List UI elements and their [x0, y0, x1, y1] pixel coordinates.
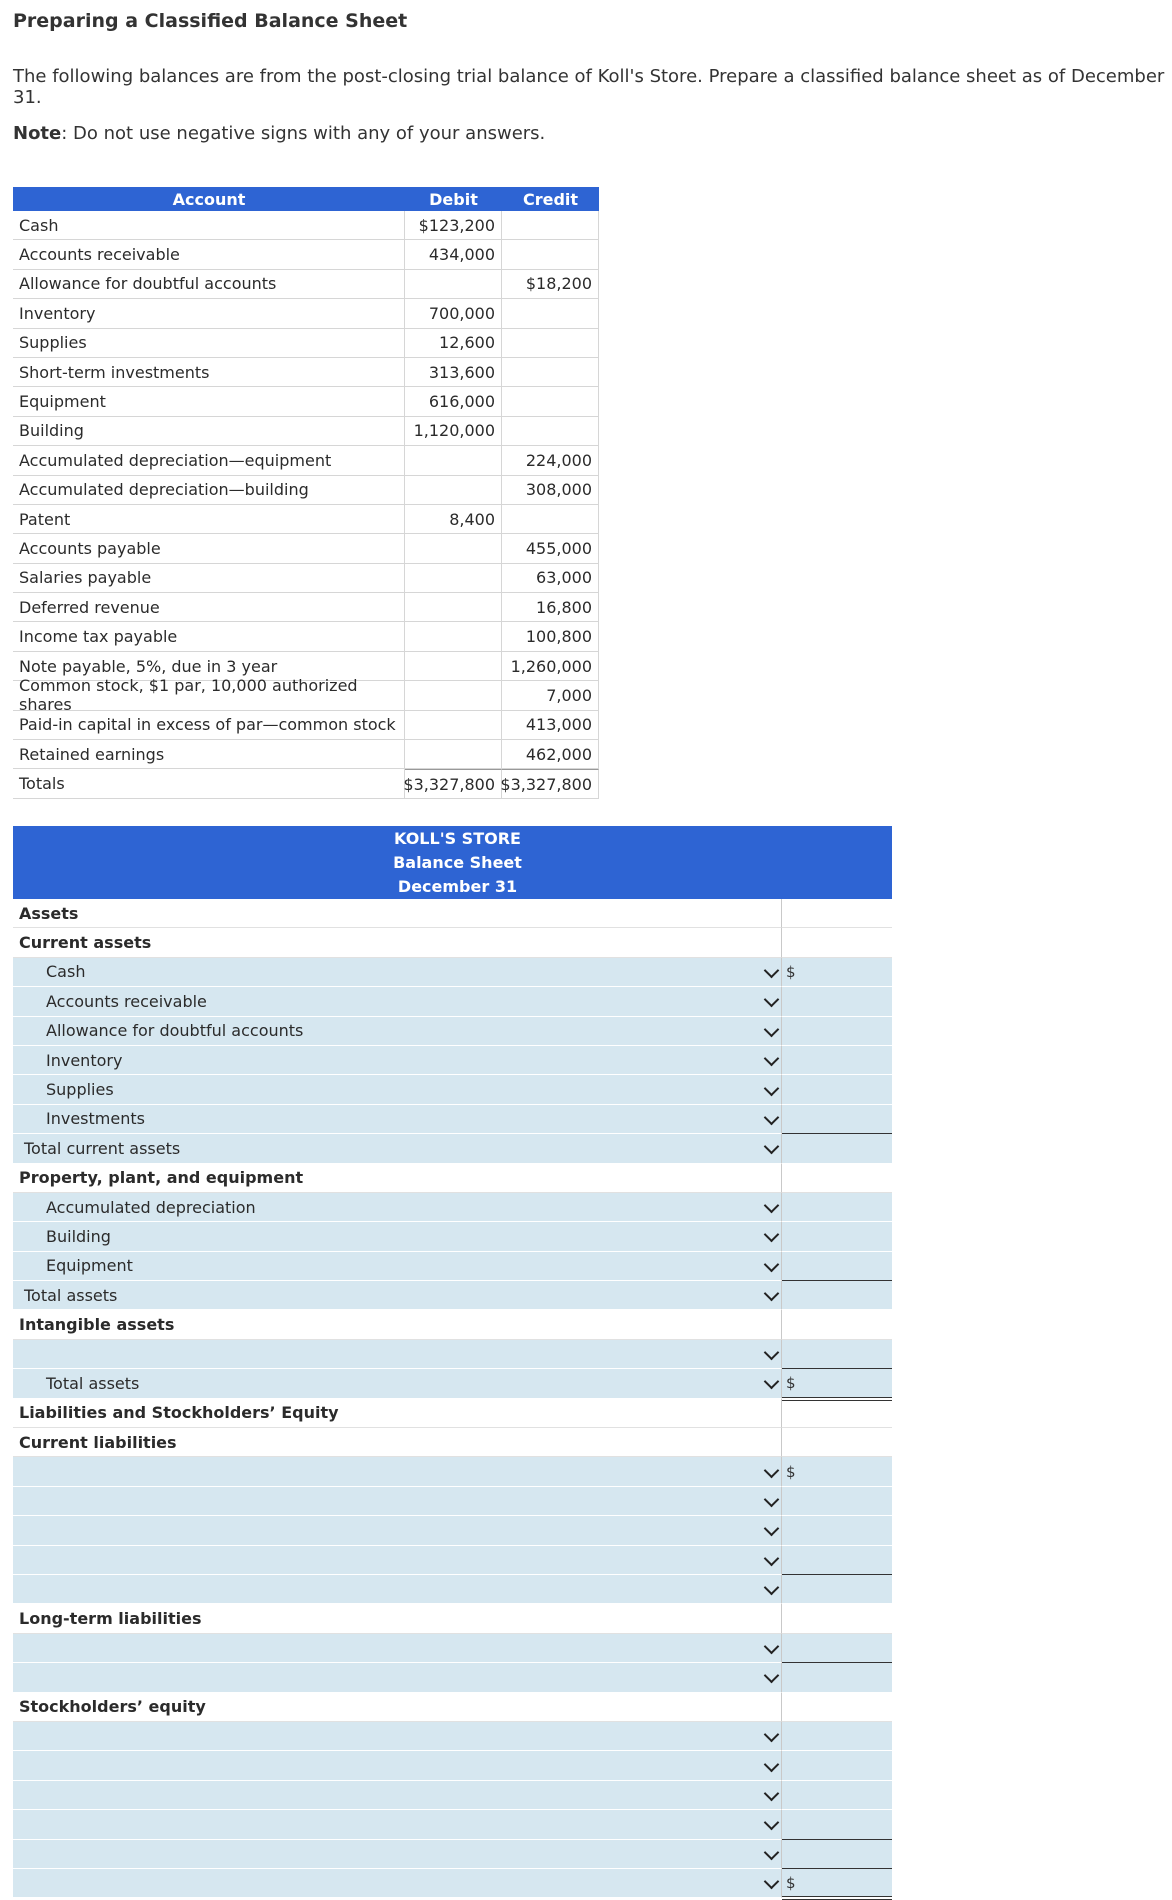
section-header-row — [13, 1399, 892, 1428]
account-input-row — [13, 1340, 892, 1369]
account-cell: Accumulated depreciation—equipment — [13, 446, 405, 475]
trial-balance-row — [13, 446, 599, 475]
chevron-down-icon — [764, 1815, 780, 1831]
account-select[interactable] — [13, 1457, 782, 1486]
account-input-row — [13, 1840, 892, 1869]
debit-cell: 434,000 — [405, 240, 502, 269]
chevron-down-icon — [764, 1521, 780, 1537]
amount-cell — [782, 1428, 892, 1457]
account-select[interactable] — [13, 1575, 782, 1604]
account-select[interactable] — [13, 1487, 782, 1516]
row-label: Long-term liabilities — [19, 1609, 202, 1629]
account-select[interactable] — [13, 1810, 782, 1839]
credit-cell — [502, 417, 599, 446]
trial-balance-row — [13, 534, 599, 563]
chevron-down-icon — [764, 1874, 780, 1890]
account-select[interactable] — [13, 1869, 782, 1898]
statement-date: December 31 — [397, 876, 518, 896]
account-input-row — [13, 1075, 892, 1104]
account-select[interactable] — [13, 1546, 782, 1575]
dollar-sign: $ — [786, 962, 796, 981]
account-input-row — [13, 1222, 892, 1251]
credit-cell: 455,000 — [502, 534, 599, 563]
debit-cell — [405, 652, 502, 681]
chevron-down-icon — [764, 1580, 780, 1596]
amount-input[interactable] — [782, 1575, 892, 1604]
chevron-down-icon — [764, 1110, 780, 1126]
debit-cell: 12,600 — [405, 329, 502, 358]
credit-cell — [502, 505, 599, 534]
account-select[interactable] — [13, 1134, 782, 1163]
chevron-down-icon — [764, 963, 780, 979]
account-select[interactable] — [13, 987, 782, 1016]
amount-cell — [782, 899, 892, 928]
debit-cell — [405, 476, 502, 505]
section-header-row — [13, 1604, 892, 1633]
row-label: Inventory — [46, 1050, 123, 1070]
dollar-sign: $ — [786, 1374, 796, 1393]
section-header-row — [13, 1310, 892, 1339]
account-cell: Patent — [13, 505, 405, 534]
debit-cell — [405, 270, 502, 299]
amount-input[interactable] — [782, 1663, 892, 1692]
amount-input[interactable] — [782, 1105, 892, 1134]
account-cell: Income tax payable — [13, 622, 405, 651]
chevron-down-icon — [764, 1345, 780, 1361]
credit-cell: 224,000 — [502, 446, 599, 475]
trial-balance-row — [13, 564, 599, 593]
trial-balance-row — [13, 299, 599, 328]
account-input-row — [13, 958, 892, 987]
credit-cell — [502, 358, 599, 387]
amount-input[interactable] — [782, 1252, 892, 1281]
account-select[interactable] — [13, 1193, 782, 1222]
section-label — [13, 1428, 782, 1457]
debit-cell: 616,000 — [405, 387, 502, 416]
account-select[interactable] — [13, 1663, 782, 1692]
row-label: Accumulated depreciation — [46, 1197, 256, 1217]
section-label — [13, 1164, 782, 1193]
account-cell: Common stock, $1 par, 10,000 authorized shares — [13, 681, 405, 710]
account-input-row — [13, 1105, 892, 1134]
account-select[interactable] — [13, 958, 782, 987]
credit-column-header: Credit — [522, 189, 579, 209]
account-input-row — [13, 1663, 892, 1692]
account-input-row — [13, 1546, 892, 1575]
account-cell: Inventory — [13, 299, 405, 328]
debit-cell — [405, 740, 502, 769]
chevron-down-icon — [764, 1727, 780, 1743]
row-label: Current liabilities — [19, 1432, 177, 1452]
row-label: Property, plant, and equipment — [19, 1168, 304, 1188]
debit-cell — [405, 593, 502, 622]
trial-balance-table — [13, 187, 599, 799]
account-cell: Salaries payable — [13, 564, 405, 593]
dollar-sign: $ — [786, 1874, 796, 1893]
total-debit: $3,327,800 — [405, 769, 502, 798]
debit-cell: 8,400 — [405, 505, 502, 534]
account-input-row — [13, 1634, 892, 1663]
amount-input[interactable] — [782, 1487, 892, 1516]
section-label — [13, 928, 782, 957]
section-label — [13, 1310, 782, 1339]
amount-input[interactable] — [782, 987, 892, 1016]
trial-balance-body — [13, 211, 599, 799]
account-cell: Note payable, 5%, due in 3 year — [13, 652, 405, 681]
chevron-down-icon — [764, 1257, 780, 1273]
debit-cell — [405, 622, 502, 651]
trial-balance-row — [13, 711, 599, 740]
amount-input[interactable] — [782, 1281, 892, 1310]
chevron-down-icon — [764, 1021, 780, 1037]
account-select[interactable] — [13, 1634, 782, 1663]
credit-cell: 100,800 — [502, 622, 599, 651]
account-input-row — [13, 1046, 892, 1075]
account-select[interactable] — [13, 1252, 782, 1281]
account-input-row — [13, 1134, 892, 1163]
credit-cell: 63,000 — [502, 564, 599, 593]
account-cell: Accounts receivable — [13, 240, 405, 269]
account-input-row — [13, 1457, 892, 1486]
account-cell: Building — [13, 417, 405, 446]
row-label: Supplies — [46, 1080, 114, 1100]
credit-cell — [502, 240, 599, 269]
trial-balance-row — [13, 676, 599, 715]
debit-cell: $123,200 — [405, 211, 502, 240]
account-cell: Paid-in capital in excess of par—common stock — [13, 711, 405, 740]
section-header-row — [13, 1428, 892, 1457]
credit-cell: 308,000 — [502, 476, 599, 505]
account-cell: Short-term investments — [13, 358, 405, 387]
trial-balance-row — [13, 740, 599, 769]
note — [13, 123, 545, 144]
account-input-row — [13, 1575, 892, 1604]
trial-balance-row — [13, 211, 599, 240]
chevron-down-icon — [764, 1374, 780, 1390]
chevron-down-icon — [764, 1668, 780, 1684]
row-label: Total assets — [24, 1285, 118, 1305]
chevron-down-icon — [764, 1844, 780, 1860]
account-input-row — [13, 1193, 892, 1222]
chevron-down-icon — [764, 1756, 780, 1772]
account-select[interactable] — [13, 1105, 782, 1134]
credit-cell: 7,000 — [502, 681, 599, 710]
account-column-header: Account — [172, 189, 246, 209]
trial-balance-row — [13, 329, 599, 358]
account-input-row — [13, 1487, 892, 1516]
credit-cell: $18,200 — [502, 270, 599, 299]
amount-cell — [782, 1399, 892, 1428]
row-label: Accounts receivable — [46, 991, 207, 1011]
amount-input[interactable] — [782, 1017, 892, 1046]
totals-label: Totals — [13, 769, 405, 798]
credit-cell: 413,000 — [502, 711, 599, 740]
note-text: : Do not use negative signs with any of your answers. — [61, 123, 546, 144]
balance-sheet-form — [13, 826, 892, 1898]
chevron-down-icon — [764, 1551, 780, 1567]
account-cell: Cash — [13, 211, 405, 240]
debit-cell — [405, 534, 502, 563]
amount-input[interactable] — [782, 1869, 892, 1898]
amount-input[interactable] — [782, 1075, 892, 1104]
chevron-down-icon — [764, 992, 780, 1008]
amount-input[interactable] — [782, 1781, 892, 1810]
account-select[interactable] — [13, 1369, 782, 1398]
amount-cell — [782, 1693, 892, 1722]
trial-balance-row — [13, 622, 599, 651]
account-input-row — [13, 987, 892, 1016]
account-input-row — [13, 1516, 892, 1545]
debit-cell — [405, 711, 502, 740]
trial-balance-row — [13, 387, 599, 416]
section-header-row — [13, 1693, 892, 1722]
note-label: Note — [13, 123, 62, 144]
account-input-row — [13, 1281, 892, 1310]
chevron-down-icon — [764, 1051, 780, 1067]
trial-balance-header — [13, 187, 599, 211]
debit-cell: 313,600 — [405, 358, 502, 387]
total-credit: $3,327,800 — [502, 769, 599, 798]
row-label: Liabilities and Stockholders’ Equity — [19, 1403, 339, 1423]
account-select[interactable] — [13, 1017, 782, 1046]
credit-cell — [502, 387, 599, 416]
account-input-row — [13, 1252, 892, 1281]
account-cell: Equipment — [13, 387, 405, 416]
amount-input[interactable] — [782, 1457, 892, 1486]
amount-cell — [782, 1310, 892, 1339]
section-header-row — [13, 928, 892, 957]
amount-input[interactable] — [782, 1810, 892, 1839]
chevron-down-icon — [764, 1198, 780, 1214]
statement-name: Balance Sheet — [393, 852, 522, 872]
page-title: Preparing a Classified Balance Sheet — [13, 10, 408, 32]
debit-cell: 1,120,000 — [405, 417, 502, 446]
row-label: Allowance for doubtful accounts — [46, 1021, 304, 1041]
debit-cell — [405, 446, 502, 475]
account-input-row — [13, 1810, 892, 1839]
credit-cell — [502, 299, 599, 328]
row-label: Intangible assets — [19, 1315, 175, 1335]
credit-cell: 462,000 — [502, 740, 599, 769]
section-label — [13, 899, 782, 928]
amount-input[interactable] — [782, 1516, 892, 1545]
account-cell: Accounts payable — [13, 534, 405, 563]
amount-input[interactable] — [782, 1222, 892, 1251]
section-label — [13, 1399, 782, 1428]
amount-input[interactable] — [782, 1193, 892, 1222]
amount-input[interactable] — [782, 1340, 892, 1369]
chevron-down-icon — [764, 1286, 780, 1302]
company-name: KOLL'S STORE — [394, 828, 521, 848]
amount-input[interactable] — [782, 1634, 892, 1663]
debit-cell — [405, 681, 502, 710]
chevron-down-icon — [764, 1639, 780, 1655]
chevron-down-icon — [764, 1080, 780, 1096]
chevron-down-icon — [764, 1227, 780, 1243]
chevron-down-icon — [764, 1492, 780, 1508]
row-label: Assets — [19, 903, 79, 923]
chevron-down-icon — [764, 1786, 780, 1802]
account-select[interactable] — [13, 1046, 782, 1075]
credit-cell: 1,260,000 — [502, 652, 599, 681]
balance-sheet-body — [13, 899, 892, 1898]
chevron-down-icon — [764, 1462, 780, 1478]
trial-balance-row — [13, 417, 599, 446]
account-select[interactable] — [13, 1840, 782, 1869]
section-header-row — [13, 1164, 892, 1193]
account-select[interactable] — [13, 1281, 782, 1310]
trial-balance-row — [13, 505, 599, 534]
account-select[interactable] — [13, 1516, 782, 1545]
amount-input[interactable] — [782, 1369, 892, 1398]
section-label — [13, 1693, 782, 1722]
row-label: Total current assets — [24, 1138, 181, 1158]
account-select[interactable] — [13, 1075, 782, 1104]
credit-cell — [502, 211, 599, 240]
account-select[interactable] — [13, 1751, 782, 1780]
amount-input[interactable] — [782, 1546, 892, 1575]
debit-column-header: Debit — [429, 189, 478, 209]
balance-sheet-heading — [13, 826, 892, 899]
section-label — [13, 1604, 782, 1633]
amount-input[interactable] — [782, 1751, 892, 1780]
amount-input[interactable] — [782, 1722, 892, 1751]
account-select[interactable] — [13, 1722, 782, 1751]
amount-cell — [782, 1164, 892, 1193]
amount-cell — [782, 1604, 892, 1633]
debit-cell: 700,000 — [405, 299, 502, 328]
trial-balance-row — [13, 270, 599, 299]
account-input-row — [13, 1869, 892, 1898]
row-label: Total assets — [46, 1373, 140, 1393]
account-select[interactable] — [13, 1781, 782, 1810]
dollar-sign: $ — [786, 1462, 796, 1481]
row-label: Stockholders’ equity — [19, 1697, 206, 1717]
row-label: Equipment — [46, 1256, 133, 1276]
trial-balance-row — [13, 593, 599, 622]
row-label: Cash — [46, 962, 86, 982]
amount-input[interactable] — [782, 1046, 892, 1075]
amount-cell — [782, 928, 892, 957]
account-cell: Accumulated depreciation—building — [13, 476, 405, 505]
debit-cell — [405, 564, 502, 593]
amount-input[interactable] — [782, 1134, 892, 1163]
row-label: Investments — [46, 1109, 145, 1129]
account-cell: Deferred revenue — [13, 593, 405, 622]
row-label: Building — [46, 1226, 111, 1246]
credit-cell: 16,800 — [502, 593, 599, 622]
trial-balance-row — [13, 358, 599, 387]
trial-balance-totals-row — [13, 769, 599, 798]
chevron-down-icon — [764, 1139, 780, 1155]
row-label: Current assets — [19, 933, 152, 953]
amount-input[interactable] — [782, 1840, 892, 1869]
account-select[interactable] — [13, 1222, 782, 1251]
account-input-row — [13, 1017, 892, 1046]
account-cell: Retained earnings — [13, 740, 405, 769]
trial-balance-row — [13, 476, 599, 505]
account-input-row — [13, 1722, 892, 1751]
amount-input[interactable] — [782, 958, 892, 987]
section-header-row — [13, 899, 892, 928]
account-input-row — [13, 1751, 892, 1780]
instructions: The following balances are from the post-closing trial balance of Koll's Store. Prepare a classified balance sheet as of December 31. — [13, 66, 1165, 108]
trial-balance-row — [13, 240, 599, 269]
account-cell: Supplies — [13, 329, 405, 358]
account-input-row — [13, 1369, 892, 1398]
account-cell: Allowance for doubtful accounts — [13, 270, 405, 299]
credit-cell — [502, 329, 599, 358]
account-input-row — [13, 1781, 892, 1810]
account-select[interactable] — [13, 1340, 782, 1369]
